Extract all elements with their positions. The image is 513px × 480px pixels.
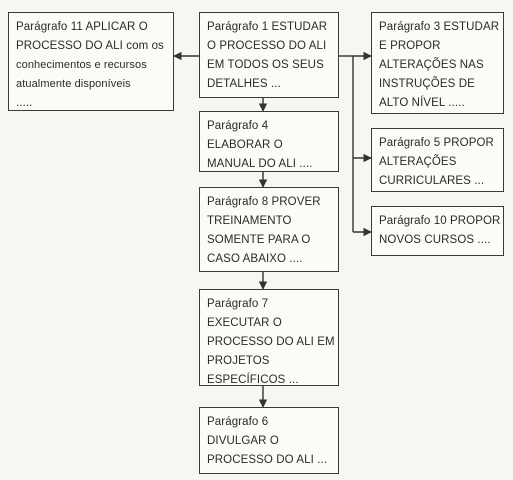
box-line: NOVOS CURSOS .... xyxy=(379,234,491,246)
box-line: Parágrafo 6 xyxy=(207,416,269,428)
box-line: ELABORAR O xyxy=(207,139,283,151)
box-line: atualmente disponíveis xyxy=(16,78,131,90)
box-paragrafo-4 xyxy=(199,111,339,172)
box-paragrafo-5 xyxy=(371,128,504,192)
box-line: Parágrafo 8 PROVER xyxy=(207,196,321,208)
box-paragrafo-8 xyxy=(199,187,339,272)
box-paragrafo-10 xyxy=(371,206,504,256)
box-line: INSTRUÇÕES DE xyxy=(379,78,475,90)
box-line: Parágrafo 11 APLICAR O xyxy=(16,21,148,33)
box-paragrafo-1 xyxy=(199,12,339,98)
box-line: ALTO NÍVEL ..... xyxy=(379,97,465,109)
box-line: MANUAL DO ALI .... xyxy=(207,158,313,170)
box-line: conhecimentos e recursos xyxy=(16,59,147,71)
box-line: CURRICULARES ... xyxy=(379,175,485,187)
box-line: Parágrafo 5 PROPOR xyxy=(379,137,494,149)
box-line: O PROCESSO DO ALI xyxy=(207,40,327,52)
box-paragrafo-11 xyxy=(8,12,174,111)
box-line: Parágrafo 1 ESTUDAR xyxy=(207,21,328,33)
box-line: ESPECÍFICOS ... xyxy=(207,374,299,386)
box-line: CASO ABAIXO .... xyxy=(207,253,303,265)
box-line: TREINAMENTO xyxy=(207,215,292,227)
box-line: E PROPOR xyxy=(379,40,441,52)
box-line: EM TODOS OS SEUS xyxy=(207,59,324,71)
box-line: PROCESSO DO ALI ... xyxy=(207,454,328,466)
box-line: Parágrafo 7 xyxy=(207,298,269,310)
box-line: DETALHES ... xyxy=(207,78,281,90)
box-paragrafo-7 xyxy=(199,289,339,386)
box-line: Parágrafo 3 ESTUDAR xyxy=(379,21,500,33)
box-paragrafo-3 xyxy=(371,12,504,114)
box-line: SOMENTE PARA O xyxy=(207,234,311,246)
box-line: Parágrafo 4 xyxy=(207,120,269,132)
box-line: PROJETOS xyxy=(207,355,270,367)
box-line: ALTERAÇÕES NAS xyxy=(379,59,484,71)
box-line: ALTERAÇÕES xyxy=(379,156,457,168)
box-line: Parágrafo 10 PROPOR xyxy=(379,215,501,227)
box-line: EXECUTAR O xyxy=(207,317,282,329)
box-paragrafo-6 xyxy=(199,407,339,474)
box-line: DIVULGAR O xyxy=(207,435,279,447)
box-line: PROCESSO DO ALI EM xyxy=(207,336,335,348)
box-line: PROCESSO DO ALI com os xyxy=(16,40,164,52)
box-line: ..... xyxy=(16,97,33,109)
